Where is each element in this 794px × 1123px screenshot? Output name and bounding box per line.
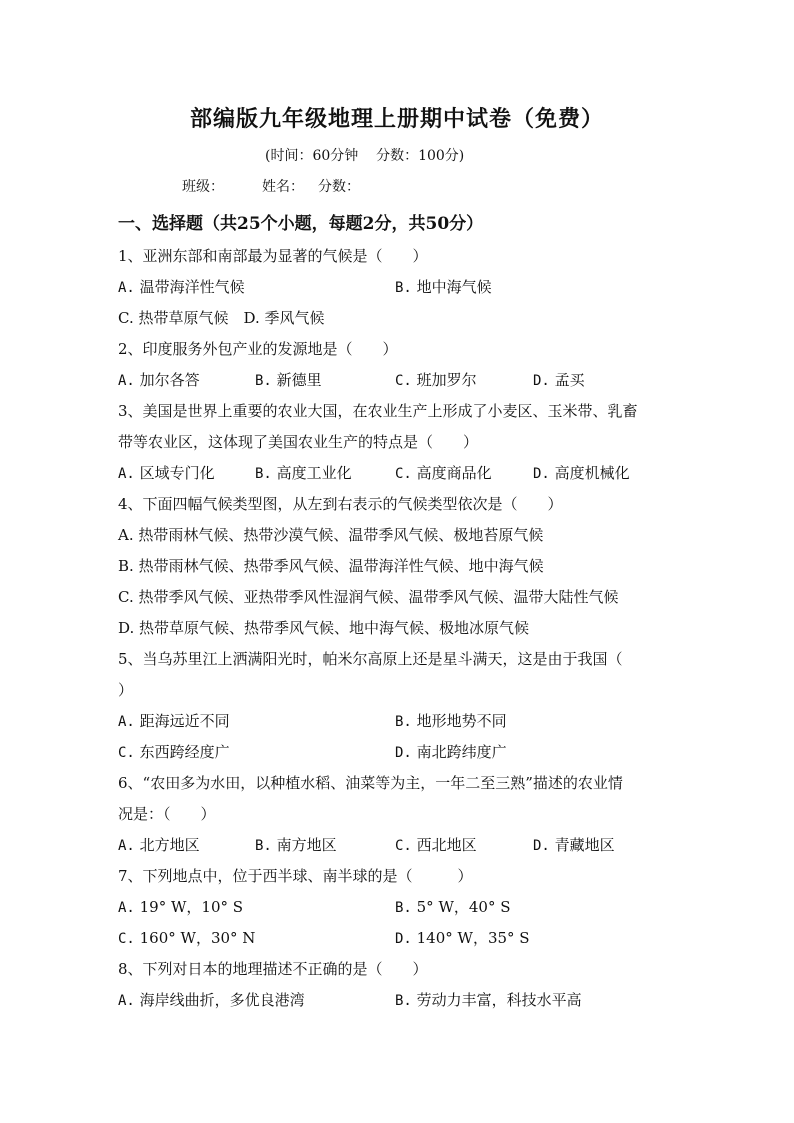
option-letter: C. — [118, 931, 135, 947]
option-text: 19° W，10° S — [134, 898, 244, 916]
option-row — [118, 365, 688, 396]
question-text: 8、下列对日本的地理描述不正确的是（ ） — [118, 960, 428, 978]
option — [395, 706, 507, 737]
option-letter: D. — [118, 619, 135, 637]
question-text: 3、美国是世界上重要的农业大国，在农业生产上形成了小麦区、玉米带、乳畜 — [118, 402, 638, 420]
option-letter: A. — [118, 900, 135, 916]
question-text: 4、下面四幅气候类型图，从左到右表示的气候类型依次是（ ） — [118, 495, 563, 513]
option-text: 东西跨经度广 — [134, 743, 230, 761]
question-text: 况是：（ ） — [118, 805, 216, 823]
option-text: 5° W，40° S — [411, 898, 511, 916]
option-text: 140° W，35° S — [411, 929, 530, 947]
option-letter: A. — [118, 373, 135, 389]
option-letter: B. — [395, 280, 412, 296]
option-letter: D. — [395, 931, 412, 947]
page-title: 部编版九年级地理上册期中试卷（免费） — [189, 106, 604, 132]
option-letter: D. — [533, 838, 550, 854]
option-row — [118, 272, 688, 303]
option-text: 温带海洋性气候 — [134, 278, 245, 296]
option-text: 西北地区 — [411, 836, 477, 854]
option — [118, 706, 230, 737]
option-text: 季风气候 — [259, 309, 325, 327]
option-letter: B. — [395, 993, 412, 1009]
option-text: 区域专门化 — [134, 464, 215, 482]
option-letter: B. — [255, 373, 272, 389]
option — [255, 458, 352, 489]
option — [118, 737, 230, 768]
student-info-row — [182, 176, 360, 196]
option — [533, 458, 630, 489]
option-text: 南北跨纬度广 — [411, 743, 507, 761]
option-text: 班加罗尔 — [411, 371, 477, 389]
option — [255, 365, 322, 396]
option — [118, 985, 305, 1016]
option — [255, 830, 337, 861]
option-text: 热带季风气候、亚热带季风性湿润气候、温带季风气候、温带大陆性气候 — [133, 588, 619, 606]
option — [118, 309, 244, 327]
option-letter: A. — [118, 838, 135, 854]
option-row — [118, 737, 688, 768]
option-letter: C. — [395, 838, 412, 854]
class-label: 班级： — [182, 179, 224, 195]
option — [118, 272, 245, 303]
question-text: 带等农业区，这体现了美国农业生产的特点是（ ） — [118, 433, 479, 451]
option-row — [118, 551, 688, 582]
option-letter: B. — [395, 900, 412, 916]
option-text: 高度机械化 — [549, 464, 630, 482]
option-letter: D. — [533, 373, 550, 389]
option — [533, 365, 585, 396]
option-text: 加尔各答 — [134, 371, 200, 389]
question-text: 1、亚洲东部和南部最为显著的气候是（ ） — [118, 247, 428, 265]
option-letter: C. — [118, 309, 134, 327]
option — [395, 985, 582, 1016]
name-label: 姓名： — [262, 179, 304, 195]
option-row — [118, 582, 688, 613]
option — [118, 830, 200, 861]
option — [395, 458, 492, 489]
section-heading: 一、选择题（共25个小题，每题2分，共50分） — [118, 214, 484, 234]
option — [395, 892, 511, 923]
option — [395, 737, 507, 768]
option — [395, 272, 492, 303]
option-row — [118, 706, 688, 737]
option-text: 南方地区 — [271, 836, 337, 854]
option-letter: B. — [255, 838, 272, 854]
option-letter: C. — [395, 466, 412, 482]
question-text: 7、下列地点中，位于西半球、南半球的是（ ） — [118, 867, 473, 885]
option-text: 160° W，30° N — [134, 929, 256, 947]
score-label: 分数： — [318, 179, 360, 195]
question-text: 6、“农田多为水田，以种植水稻、油菜等为主，一年二至三熟”描述的农业情 — [118, 774, 623, 792]
option-row — [118, 923, 688, 954]
option-text: 高度工业化 — [271, 464, 352, 482]
option-text: 地形地势不同 — [411, 712, 507, 730]
option-letter: A. — [118, 714, 135, 730]
option-letter: D. — [243, 309, 260, 327]
option-text: 地中海气候 — [411, 278, 492, 296]
option-text: 高度商品化 — [411, 464, 492, 482]
question-text: 5、当乌苏里江上洒满阳光时，帕米尔高原上还是星斗满天，这是由于我国（ — [118, 650, 623, 668]
option-letter: B. — [118, 557, 134, 575]
exam-time-score: (时间：60分钟 分数：100分) — [265, 148, 465, 164]
option-letter: D. — [533, 466, 550, 482]
option-row — [118, 303, 688, 334]
option-text: 热带雨林气候、热带沙漠气候、温带季风气候、极地苔原气候 — [133, 526, 544, 544]
option-letter: D. — [395, 745, 412, 761]
option-text: 劳动力丰富，科技水平高 — [411, 991, 582, 1009]
option-letter: C. — [395, 373, 412, 389]
question-list — [118, 241, 688, 1016]
option-text: 北方地区 — [134, 836, 200, 854]
option-text: 距海远近不同 — [134, 712, 230, 730]
option-letter: B. — [255, 466, 272, 482]
question-text: 2、印度服务外包产业的发源地是（ ） — [118, 340, 398, 358]
question-text: ） — [118, 681, 134, 699]
option-row — [118, 830, 688, 861]
option-row — [118, 613, 688, 644]
option — [118, 458, 215, 489]
option-letter: C. — [118, 588, 134, 606]
option-letter: A. — [118, 993, 135, 1009]
option-text: 热带雨林气候、热带季风气候、温带海洋性气候、地中海气候 — [133, 557, 544, 575]
option — [118, 365, 200, 396]
option-text: 热带草原气候、热带季风气候、地中海气候、极地冰原气候 — [134, 619, 530, 637]
option-letter: A. — [118, 280, 135, 296]
option-text: 孟买 — [549, 371, 585, 389]
option-letter: A. — [118, 466, 135, 482]
option-text: 新德里 — [271, 371, 322, 389]
option-row — [118, 520, 688, 551]
option — [533, 830, 615, 861]
option-row — [118, 985, 688, 1016]
option — [118, 923, 255, 954]
option — [118, 892, 243, 923]
option-text: 海岸线曲折，多优良港湾 — [134, 991, 305, 1009]
option-text: 青藏地区 — [549, 836, 615, 854]
option — [244, 309, 325, 327]
option-letter: B. — [395, 714, 412, 730]
option-text: 热带草原气候 — [133, 309, 244, 327]
option-row — [118, 458, 688, 489]
option — [395, 923, 530, 954]
option-row — [118, 892, 688, 923]
option-letter: A. — [118, 526, 134, 544]
option — [395, 830, 477, 861]
option — [395, 365, 477, 396]
option-letter: C. — [118, 745, 135, 761]
